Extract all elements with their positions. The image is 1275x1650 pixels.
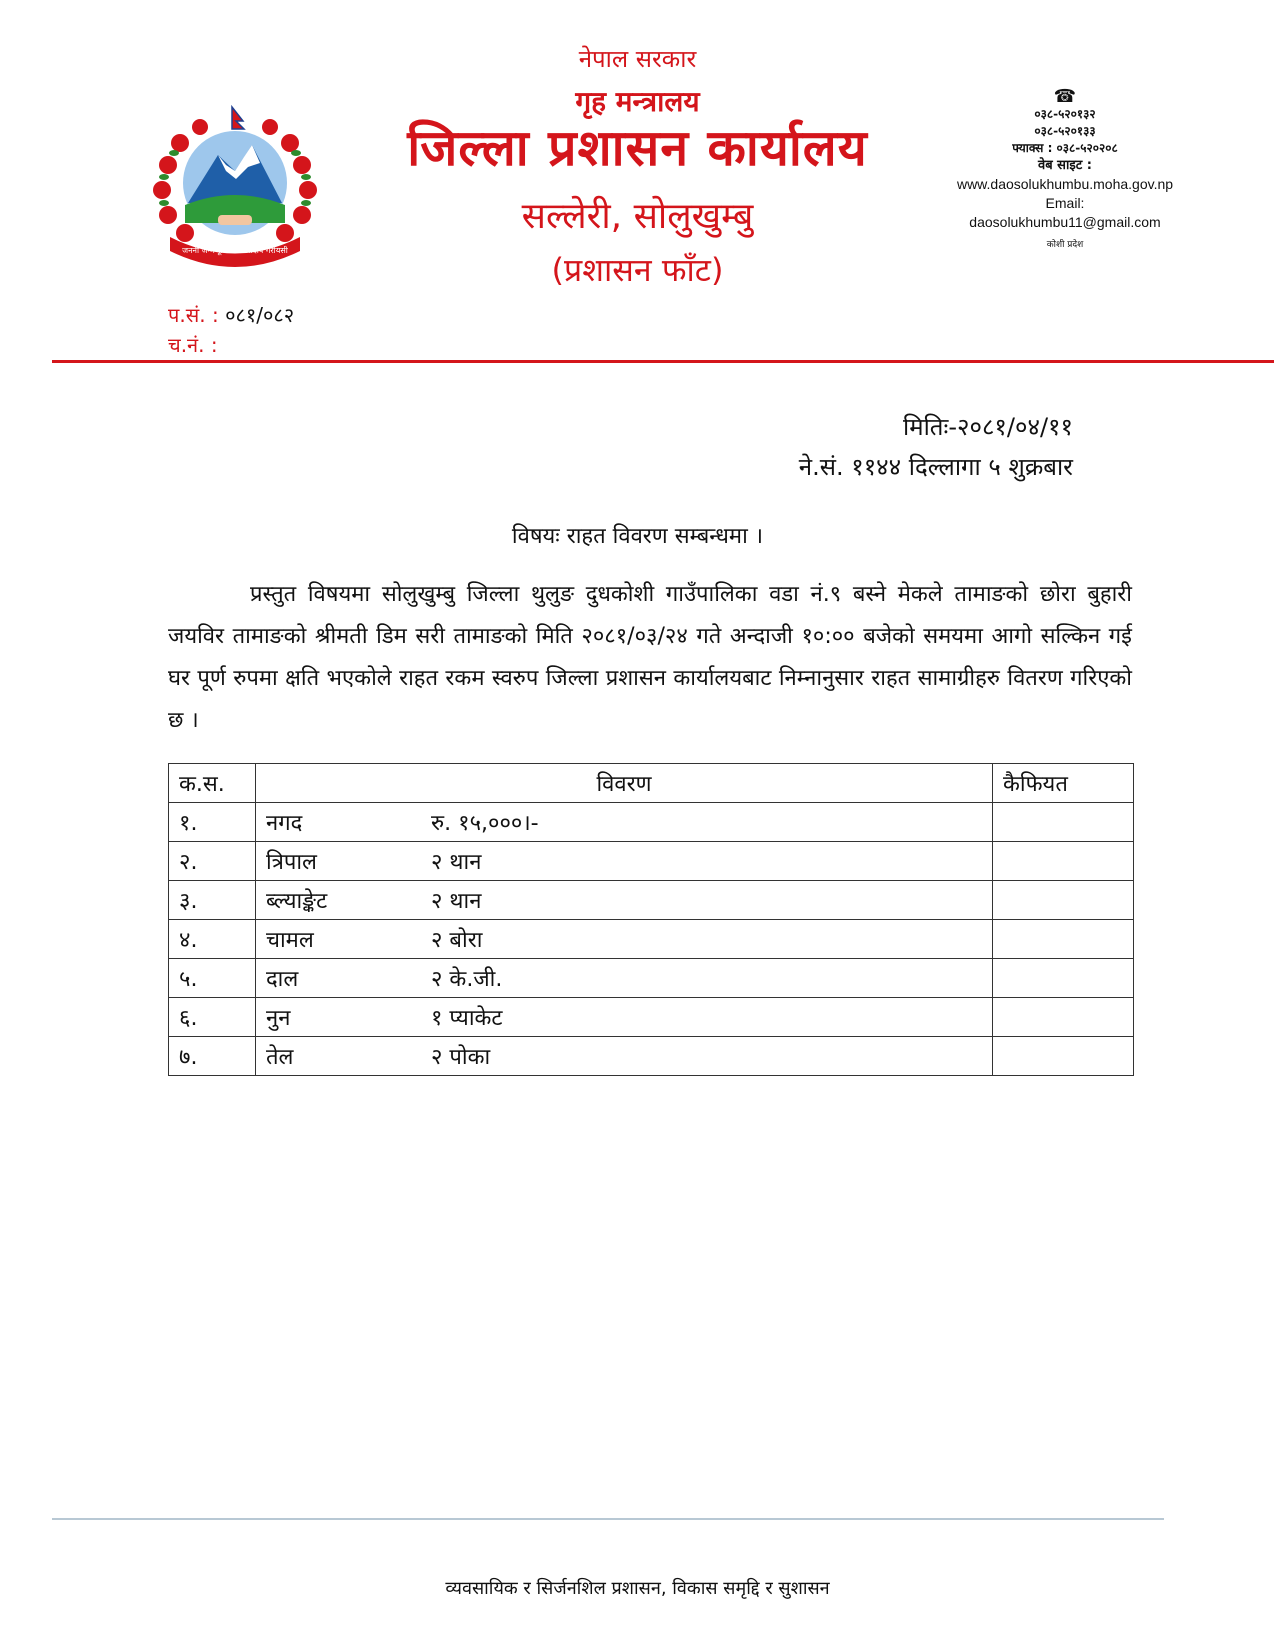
row-item: ब्ल्याङ्केट xyxy=(266,889,328,914)
svg-text:जननी जन्मभूमिश्च स्वर्गादपि गर: जननी जन्मभूमिश्च स्वर्गादपि गरीयसी xyxy=(182,246,288,255)
col-header-remarks: कैफियत xyxy=(993,764,1134,803)
table-row xyxy=(169,842,1134,881)
header-divider xyxy=(52,360,1274,363)
table-row xyxy=(169,1037,1134,1076)
letter-body: प्रस्तुत विषयमा सोलुखुम्बु जिल्ला थुलुङ दुधकोशी गाउँपालिका वडा नं.९ बस्ने मेकले तामाङको छोरा बुहारी जयविर तामाङको श्रीमती डिम सरी तामाङको मिति २०८१/०३/२४ गते अन्दाजी १०:०० बजेको समयमा आगो सल्किन गई घर पूर्ण रुपमा क्षति भएकोले राहत रकम स्वरुप जिल्ला प्रशासन कार्यालयबाट निम्नानुसार राहत सामाग्रीहरु वितरण गरिएको छ । xyxy=(168,582,1132,733)
phone-1: ०३८-५२०१३२ xyxy=(1034,107,1096,121)
row-item: त्रिपाल xyxy=(266,850,317,875)
province-name: कोशी प्रदेश xyxy=(1046,240,1084,250)
row-remark xyxy=(993,842,1134,881)
row-sn: ७. xyxy=(169,1037,256,1076)
section-name: (प्रशासन फाँट) xyxy=(551,251,724,289)
cn-label: च.नं. : xyxy=(168,333,218,357)
table-row xyxy=(169,803,1134,842)
telephone-icon: ☎ xyxy=(1053,86,1077,107)
row-remark xyxy=(993,920,1134,959)
col-header-description: विवरण xyxy=(256,764,993,803)
row-remark xyxy=(993,998,1134,1037)
row-sn: १. xyxy=(169,803,256,842)
relief-table xyxy=(168,763,1134,1076)
email-label: Email: xyxy=(1045,195,1085,211)
row-description xyxy=(256,920,993,959)
row-quantity: २ थान xyxy=(431,889,482,914)
row-description xyxy=(256,842,993,881)
table-header-row xyxy=(169,764,1134,803)
row-sn: ५. xyxy=(169,959,256,998)
row-description xyxy=(256,998,993,1037)
reference-block xyxy=(168,300,294,360)
website-link[interactable]: www.daosolukhumbu.moha.gov.np xyxy=(956,176,1174,192)
website-label: वेब साइट : xyxy=(1038,158,1092,173)
row-remark xyxy=(993,881,1134,920)
footer-divider xyxy=(52,1518,1164,1520)
table-row xyxy=(169,959,1134,998)
table-row xyxy=(169,998,1134,1037)
col-header-sn: क.स. xyxy=(169,764,256,803)
ps-label: प.सं. : xyxy=(168,303,219,327)
row-remark xyxy=(993,1037,1134,1076)
row-sn: ४. xyxy=(169,920,256,959)
row-description xyxy=(256,803,993,842)
row-quantity: २ पोका xyxy=(431,1045,491,1070)
row-quantity: १ प्याकेट xyxy=(431,1006,503,1031)
row-item: चामल xyxy=(266,928,314,953)
nepal-sambat-date: ने.सं. ११४४ दिल्लागा ५ शुक्रबार xyxy=(798,453,1073,481)
office-name: जिल्ला प्रशासन कार्यालय xyxy=(407,119,868,177)
letter-subject: विषयः राहत विवरण सम्बन्धमा । xyxy=(511,524,764,549)
table-row xyxy=(169,920,1134,959)
contact-block xyxy=(950,88,1180,254)
ps-value: ०८१/०८२ xyxy=(225,303,295,327)
phone-2: ०३८-५२०१३३ xyxy=(1034,124,1096,138)
row-quantity: रु. १५,०००।- xyxy=(431,811,539,836)
fax-number: फ्याक्स : ०३८-५२०२०८ xyxy=(1012,141,1118,155)
row-quantity: २ बोरा xyxy=(431,928,483,953)
date-line: मितिः-२०८१/०४/११ xyxy=(903,413,1073,441)
row-quantity: २ थान xyxy=(431,850,482,875)
ministry-name: गृह मन्त्रालय xyxy=(575,85,700,118)
table-row xyxy=(169,881,1134,920)
row-item: तेल xyxy=(266,1045,294,1070)
row-sn: ६. xyxy=(169,998,256,1037)
row-sn: २. xyxy=(169,842,256,881)
office-location: सल्लेरी, सोलुखुम्बु xyxy=(521,196,754,237)
row-remark xyxy=(993,803,1134,842)
row-item: नगद xyxy=(266,811,303,836)
row-sn: ३. xyxy=(169,881,256,920)
row-description xyxy=(256,881,993,920)
row-remark xyxy=(993,959,1134,998)
row-item: नुन xyxy=(266,1006,291,1031)
footer-motto: व्यवसायिक र सिर्जनशिल प्रशासन, विकास समृद्दि र सुशासन xyxy=(445,1578,830,1599)
email-link[interactable]: daosolukhumbu11@gmail.com xyxy=(969,214,1161,230)
row-quantity: २ के.जी. xyxy=(431,967,503,992)
row-description xyxy=(256,959,993,998)
row-description xyxy=(256,1037,993,1076)
row-item: दाल xyxy=(266,967,299,992)
gov-name: नेपाल सरकार xyxy=(578,45,697,73)
